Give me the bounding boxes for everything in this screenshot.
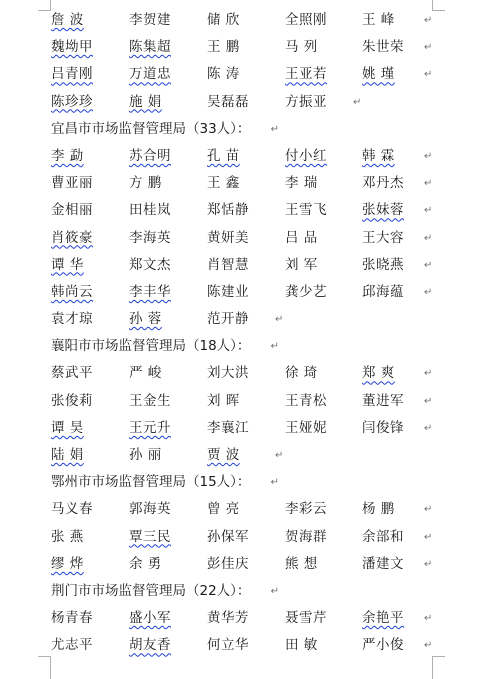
person-name: 孙保军 (207, 528, 249, 545)
person-name: 王 峰 (362, 12, 395, 28)
person-name: 袁才琼 (51, 311, 93, 328)
person-name: 余部和 (362, 528, 404, 545)
person-name: 施 娟 (129, 93, 162, 110)
person-name: 张俊莉 (51, 392, 93, 409)
person-name: 曹亚丽 (51, 175, 93, 192)
person-name: 肖筱豪 (51, 229, 93, 246)
person-name: 彭佳庆 (207, 555, 249, 572)
person-name: 詹 波 (51, 12, 84, 28)
section-heading: 荆门市市场监督管理局（22人）： (51, 582, 251, 599)
person-name: 肖智慧 (207, 256, 249, 273)
person-name: 徐 琦 (285, 365, 318, 382)
person-name: 李 瑞 (285, 175, 318, 192)
name-row (51, 144, 431, 171)
name-row (51, 416, 431, 443)
person-name: 范开静 (207, 311, 249, 328)
person-name: 陈 涛 (207, 66, 240, 83)
person-name: 盛小军 (129, 610, 171, 627)
person-name: 金相丽 (51, 202, 93, 219)
person-name: 龚少艺 (285, 283, 327, 300)
paragraph-mark-icon: ↵ (424, 178, 433, 190)
margin-corner-top-right (432, 0, 445, 11)
paragraph-mark-icon: ↵ (424, 15, 433, 26)
person-name: 陈珍珍 (51, 93, 93, 110)
paragraph-mark-icon: ↵ (270, 341, 279, 353)
name-row (51, 280, 431, 307)
name-row (51, 307, 431, 334)
section-heading-row (51, 470, 431, 497)
name-row (51, 35, 431, 62)
margin-corner-top-left (38, 0, 51, 11)
person-name: 苏合明 (129, 147, 171, 164)
person-name: 魏坳甲 (51, 39, 93, 56)
person-name: 贺海群 (285, 528, 327, 545)
person-name: 孙 丽 (129, 447, 162, 463)
person-name: 蔡武平 (51, 365, 93, 382)
paragraph-mark-icon: ↵ (353, 96, 362, 108)
person-name: 朱世荣 (362, 39, 404, 56)
name-row (51, 633, 431, 660)
person-name: 谭 昊 (51, 419, 84, 436)
person-name: 李海英 (129, 229, 171, 246)
person-name: 王 鑫 (207, 175, 240, 192)
paragraph-mark-icon: ↵ (424, 640, 433, 652)
person-name: 王亚若 (285, 66, 327, 83)
paragraph-mark-icon: ↵ (424, 422, 433, 434)
person-name: 王元升 (129, 419, 171, 436)
person-name: 姚 瑾 (362, 66, 395, 83)
person-name: 王金生 (129, 392, 171, 409)
person-name: 邓丹杰 (362, 175, 404, 192)
person-name: 缪 烨 (51, 555, 84, 572)
person-name: 李 勐 (51, 147, 84, 164)
person-name: 韩 霖 (362, 147, 395, 164)
paragraph-mark-icon: ↵ (270, 123, 279, 135)
name-row (51, 62, 431, 89)
person-name: 马 列 (285, 39, 318, 56)
person-name: 刘大洪 (207, 365, 249, 382)
person-name: 严小俊 (362, 637, 404, 654)
person-name: 陈集超 (129, 39, 171, 56)
name-row (51, 361, 431, 388)
person-name: 王 鹏 (207, 39, 240, 56)
section-heading-row (51, 117, 431, 144)
person-name: 方 鹏 (129, 175, 162, 192)
person-name: 陈建业 (207, 283, 249, 300)
paragraph-mark-icon: ↵ (424, 42, 433, 54)
person-name: 全照刚 (285, 12, 327, 28)
section-heading: 襄阳市市场监督管理局（18人）： (51, 338, 251, 355)
person-name: 张 燕 (51, 528, 84, 545)
person-name: 郭海英 (129, 501, 171, 518)
paragraph-mark-icon: ↵ (270, 585, 279, 597)
person-name: 何立华 (207, 637, 249, 654)
paragraph-mark-icon: ↵ (424, 613, 433, 625)
person-name: 黄华芳 (207, 610, 249, 627)
document-body[interactable] (51, 8, 431, 661)
person-name: 董进军 (362, 392, 404, 409)
person-name: 潘建文 (362, 555, 404, 572)
person-name: 熊 想 (285, 555, 318, 572)
person-name: 付小红 (285, 147, 327, 164)
person-name: 王大容 (362, 229, 404, 246)
person-name: 黄妍美 (207, 229, 249, 246)
paragraph-mark-icon: ↵ (424, 395, 433, 407)
person-name: 方振亚 (285, 93, 327, 110)
person-name: 陆 娟 (51, 447, 84, 463)
section-heading: 宜昌市市场监督管理局（33人）： (51, 120, 251, 137)
person-name: 王娅妮 (285, 419, 327, 436)
person-name: 聂雪芹 (285, 610, 327, 627)
person-name: 余艳平 (362, 610, 404, 627)
name-row (51, 198, 431, 225)
name-row (51, 226, 431, 253)
person-name: 贾 波 (207, 447, 240, 463)
person-name: 邱海蕴 (362, 283, 404, 300)
person-name: 郑 爽 (362, 365, 395, 382)
paragraph-mark-icon: ↵ (424, 259, 433, 271)
person-name: 李彩云 (285, 501, 327, 518)
person-name: 吴磊磊 (207, 93, 249, 110)
person-name: 田桂岚 (129, 202, 171, 219)
name-row (51, 497, 431, 524)
person-name: 王雪飞 (285, 202, 327, 219)
person-name: 孙 蓉 (129, 311, 162, 328)
paragraph-mark-icon: ↵ (275, 450, 284, 461)
person-name: 张晓燕 (362, 256, 404, 273)
person-name: 储 欣 (207, 12, 240, 28)
person-name: 尤志平 (51, 637, 93, 654)
person-name: 孔 苗 (207, 147, 240, 164)
paragraph-mark-icon: ↵ (424, 69, 433, 81)
paragraph-mark-icon: ↵ (424, 504, 433, 516)
section-heading: 鄂州市市场监督管理局（15人）： (51, 474, 251, 491)
section-heading-row (51, 579, 431, 606)
person-name: 张妹蓉 (362, 202, 404, 219)
person-name: 覃三民 (129, 528, 171, 545)
person-name: 吕 品 (285, 229, 318, 246)
person-name: 闫俊锋 (362, 419, 404, 436)
person-name: 李丰华 (129, 283, 171, 300)
person-name: 郑文杰 (129, 256, 171, 273)
margin-corner-bottom-left (38, 656, 51, 679)
person-name: 万道忠 (129, 66, 171, 83)
person-name: 郑恬静 (207, 202, 249, 219)
name-row (51, 8, 431, 35)
paragraph-mark-icon: ↵ (424, 205, 433, 217)
paragraph-mark-icon: ↵ (424, 286, 433, 298)
name-row (51, 552, 431, 579)
person-name: 刘 晖 (207, 392, 240, 409)
person-name: 严 峻 (129, 365, 162, 382)
paragraph-mark-icon: ↵ (424, 232, 433, 244)
person-name: 李贺建 (129, 12, 171, 28)
paragraph-mark-icon: ↵ (275, 314, 284, 326)
name-row (51, 443, 431, 470)
person-name: 杨青春 (51, 610, 93, 627)
person-name: 王青松 (285, 392, 327, 409)
person-name: 杨 鹏 (362, 501, 395, 518)
section-heading-row (51, 334, 431, 361)
person-name: 胡友香 (129, 637, 171, 654)
person-name: 谭 华 (51, 256, 84, 273)
name-row (51, 171, 431, 198)
name-row (51, 90, 431, 117)
paragraph-mark-icon: ↵ (424, 558, 433, 570)
name-row (51, 253, 431, 280)
person-name: 韩尚云 (51, 283, 93, 300)
paragraph-mark-icon: ↵ (424, 368, 433, 380)
margin-corner-bottom-right (432, 656, 445, 679)
person-name: 李襄江 (207, 419, 249, 436)
person-name: 余 勇 (129, 555, 162, 572)
person-name: 马义春 (51, 501, 93, 518)
person-name: 曾 亮 (207, 501, 240, 518)
person-name: 田 敏 (285, 637, 318, 654)
paragraph-mark-icon: ↵ (424, 531, 433, 543)
name-row (51, 525, 431, 552)
paragraph-mark-icon: ↵ (270, 477, 279, 489)
name-row (51, 389, 431, 416)
person-name: 刘 军 (285, 256, 318, 273)
name-row (51, 606, 431, 633)
paragraph-mark-icon: ↵ (424, 150, 433, 162)
person-name: 吕青刚 (51, 66, 93, 83)
